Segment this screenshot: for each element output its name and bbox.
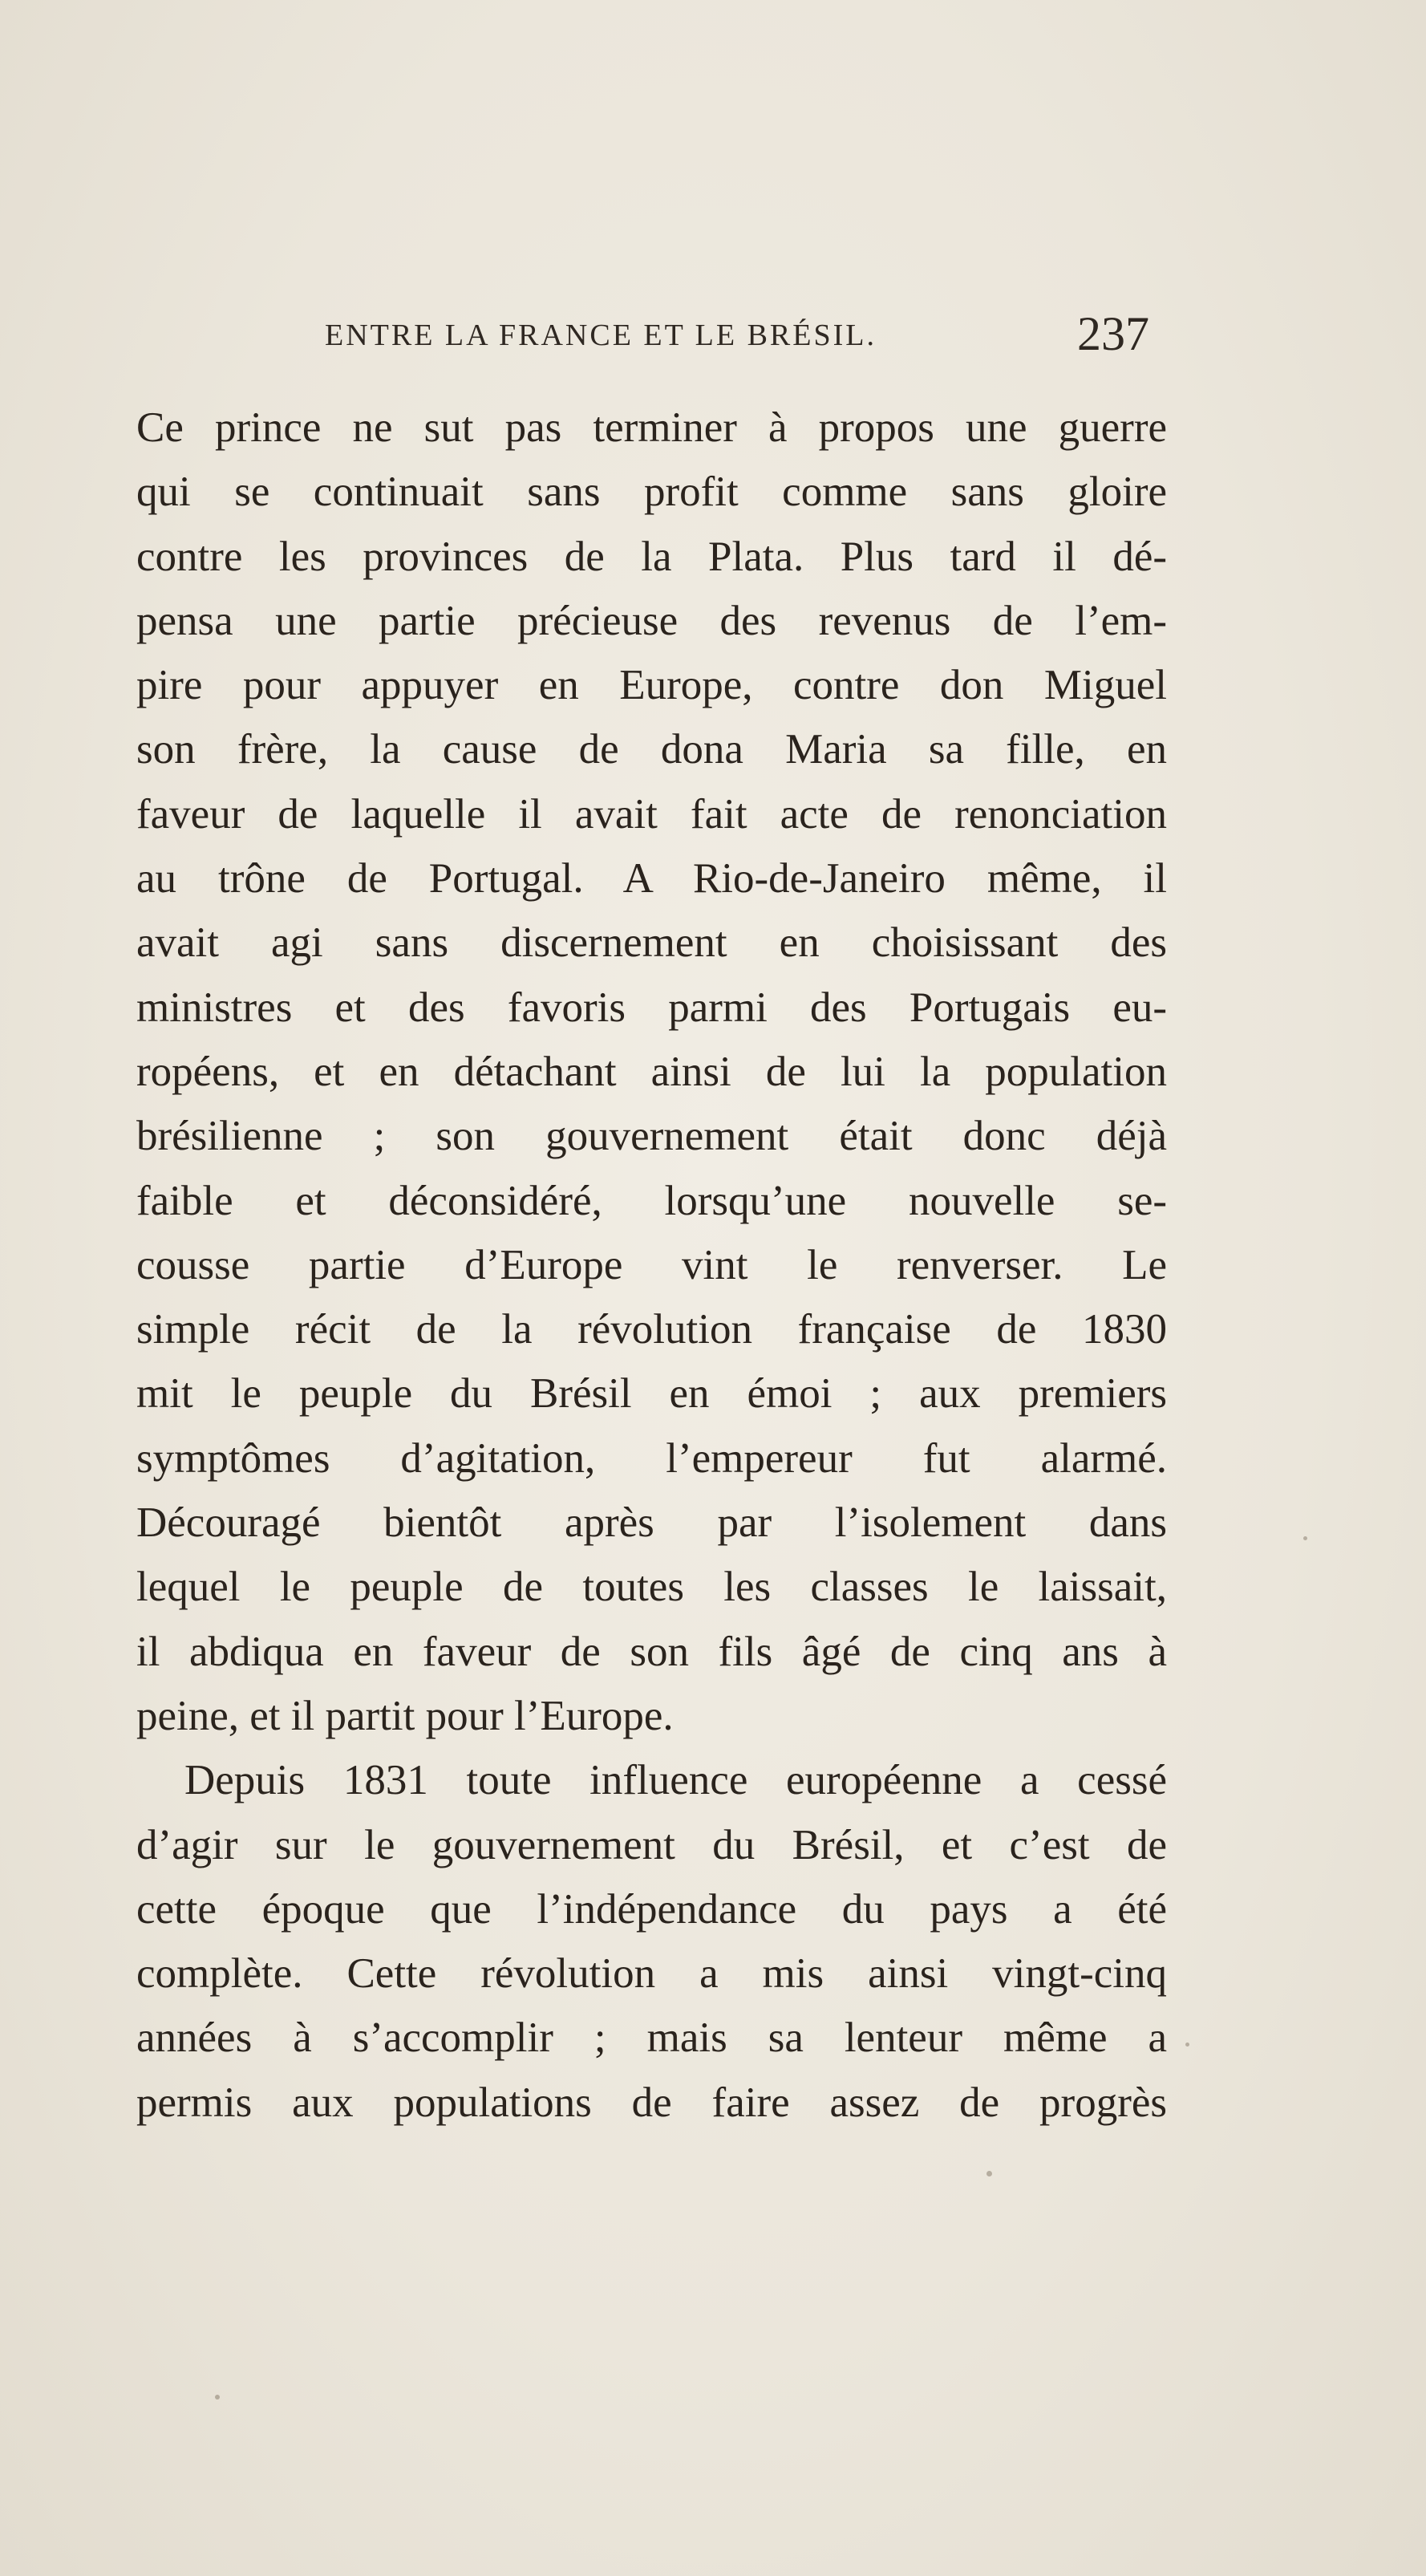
text-line: pire pour appuyer en Europe, contre don Miguel [136, 662, 1167, 709]
text-line: faible et déconsidéré, lorsqu’une nouvelle se- [136, 1177, 1167, 1224]
text-line: contre les provinces de la Plata. Plus tard il dé- [136, 533, 1167, 580]
text-line: brésilienne ; son gouvernement était donc déjà [136, 1113, 1167, 1160]
page-number: 237 [1077, 307, 1149, 360]
text-line: Depuis 1831 toute influence européenne a cessé [184, 1757, 1167, 1804]
text-line: années à s’accomplir ; mais sa lenteur même a [136, 2014, 1167, 2062]
text-line: ropéens, et en détachant ainsi de lui la population [136, 1048, 1167, 1095]
running-title: ENTRE LA FRANCE ET LE BRÉSIL. [325, 318, 877, 352]
text-line: d’agir sur le gouvernement du Brésil, et c’est de [136, 1821, 1167, 1868]
text-line: Découragé bientôt après par l’isolement dans [136, 1499, 1167, 1547]
text-line: ministres et des favoris parmi des Portugais eu- [136, 984, 1167, 1031]
text-line: symptômes d’agitation, l’empereur fut alarmé. [136, 1434, 1167, 1482]
running-head [0, 303, 1426, 383]
text-line: lequel le peuple de toutes les classes le laissait, [136, 1564, 1167, 1611]
text-line: faveur de laquelle il avait fait acte de renonciation [136, 790, 1167, 838]
paper-speck [215, 2395, 220, 2400]
text-line: il abdiqua en faveur de son fils âgé de cinq ans à [136, 1628, 1167, 1675]
text-line: qui se continuait sans profit comme sans gloire [136, 469, 1167, 516]
paper-speck [986, 2171, 992, 2176]
text-line: avait agi sans discernement en choisissant des [136, 919, 1167, 967]
text-line: au trône de Portugal. A Rio-de-Janeiro même, il [136, 855, 1167, 903]
paper-speck [1303, 1536, 1307, 1540]
text-line: complète. Cette révolution a mis ainsi vingt-cinq [136, 1950, 1167, 1998]
text-line: pensa une partie précieuse des revenus de l’em- [136, 597, 1167, 644]
text-line: Ce prince ne sut pas terminer à propos une guerre [136, 404, 1167, 451]
text-line: mit le peuple du Brésil en émoi ; aux premiers [136, 1370, 1167, 1418]
paper-speck [1185, 2043, 1189, 2047]
text-line: simple récit de la révolution française de 1830 [136, 1306, 1167, 1353]
paragraph [136, 1748, 1167, 2135]
paragraph [136, 396, 1167, 1748]
text-line: cousse partie d’Europe vint le renverser. Le [136, 1241, 1167, 1288]
text-line: peine, et il partit pour l’Europe. [136, 1692, 674, 1739]
text-line: permis aux populations de faire assez de progrès [136, 2079, 1167, 2126]
body-text [136, 396, 1167, 2135]
text-line: cette époque que l’indépendance du pays a été [136, 1885, 1167, 1933]
text-line: son frère, la cause de dona Maria sa fille, en [136, 726, 1167, 773]
